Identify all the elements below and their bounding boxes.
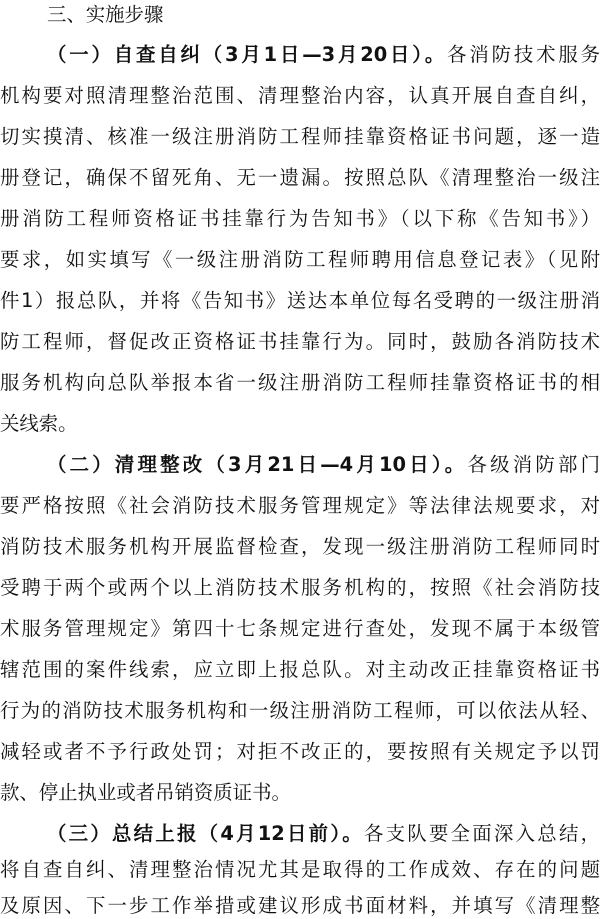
step2-label: （二）清理整改（3月21日—4月10日）。 <box>47 453 468 476</box>
step2-line-6: 行为的消防技术服务机构和一级注册消防工程师，可以依法从轻、 <box>0 699 600 722</box>
step2-line-1: 要严格按照《社会消防技术服务管理规定》等法律法规要求，对 <box>0 494 600 517</box>
step1-line-5: 要求，如实填写《一级注册消防工程师聘用信息登记表》（见附 <box>0 248 600 271</box>
step3-line-2: 及原因、下一步工作举措或建议形成书面材料，并填写《清理整 <box>0 894 600 917</box>
step1-line-2: 切实摸清、核准一级注册消防工程师挂靠资格证书问题，逐一造 <box>0 125 600 148</box>
section-heading: 三、实施步骤 <box>47 3 164 26</box>
step3-line-0: 各支队要全面深入总结， <box>363 822 600 845</box>
step2-line-5: 辖范围的案件线索，应立即上报总队。对主动改正挂靠资格证书 <box>0 658 600 681</box>
step2-line-7: 减轻或者不予行政处罚；对拒不改正的，要按照有关规定予以罚 <box>0 740 600 763</box>
step1-line-8: 服务机构向总队举报本省一级注册消防工程师挂靠资格证书的相 <box>0 371 600 394</box>
step1-line-6: 件1）报总队，并将《告知书》送达本单位每名受聘的一级注册消 <box>0 289 600 312</box>
step3-line-1: 将自查自纠、清理整治情况尤其是取得的工作成效、存在的问题 <box>0 858 600 881</box>
step1-first-line <box>47 42 600 68</box>
step1-line-0: 各消防技术服务 <box>447 43 600 66</box>
step3-label: （三）总结上报（4月12日前）。 <box>47 822 364 845</box>
step2-line-4: 术服务管理规定》第四十七条规定进行查处，发现不属于本级管 <box>0 617 600 640</box>
step2-line-3: 受聘于两个或两个以上消防技术服务机构的，按照《社会消防技 <box>0 576 600 599</box>
step2-line-2: 消防技术服务机构开展监督检查，发现一级注册消防工程师同时 <box>0 535 600 558</box>
step1-line-7: 防工程师，督促改正资格证书挂靠行为。同时，鼓励各消防技术 <box>0 330 600 353</box>
step2-first-line <box>47 452 600 478</box>
step1-line-9: 关线索。 <box>0 412 78 435</box>
step1-label: （一）自查自纠（3月1日—3月20日）。 <box>47 43 448 66</box>
step2-line-0: 各级消防部门 <box>467 453 600 476</box>
step1-line-1: 机构要对照清理整治范围、清理整治内容，认真开展自查自纠， <box>0 84 600 107</box>
step3-first-line <box>47 821 600 847</box>
step2-line-8: 款、停止执业或者吊销资质证书。 <box>0 781 291 804</box>
step1-line-4: 册消防工程师资格证书挂靠行为告知书》（以下称《告知书》） <box>0 207 600 230</box>
step1-line-3: 册登记，确保不留死角、无一遗漏。按照总队《清理整治一级注 <box>0 166 600 189</box>
